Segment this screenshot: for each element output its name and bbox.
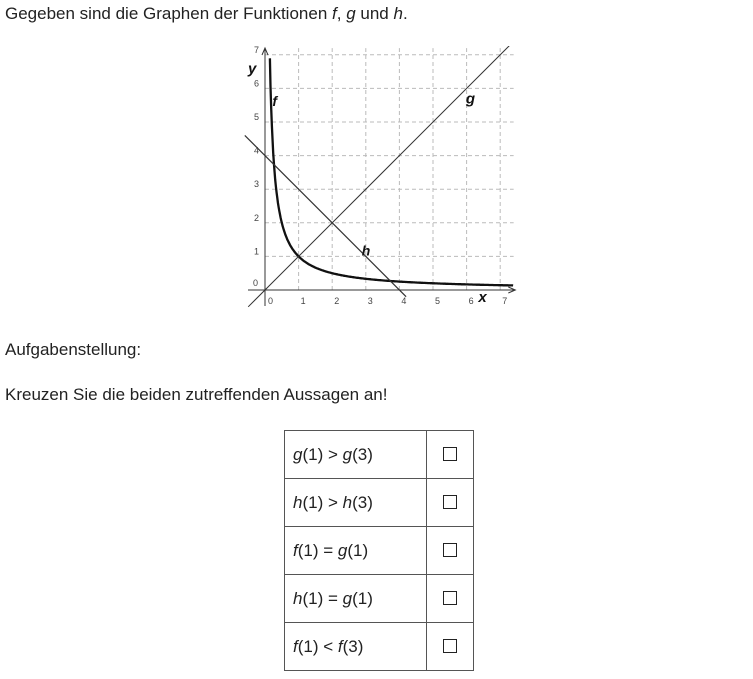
answer-row xyxy=(285,623,474,671)
statement-arg-b: (3) xyxy=(352,492,373,512)
answer-row xyxy=(285,431,474,479)
answer-checkbox[interactable] xyxy=(443,639,457,653)
statement-arg-b: (1) xyxy=(352,588,373,608)
intro-g: g xyxy=(346,4,356,23)
y-tick-label: 0 xyxy=(253,278,259,288)
intro-f: f xyxy=(332,4,337,23)
answer-table xyxy=(284,430,474,671)
answer-checkbox[interactable] xyxy=(443,591,457,605)
statement-arg-a: (1) = xyxy=(302,588,343,608)
statement-func-b: f xyxy=(337,636,343,656)
answer-checkbox[interactable] xyxy=(443,543,457,557)
statement-cell xyxy=(285,575,427,623)
x-axis-label: x xyxy=(478,289,487,306)
statement-cell xyxy=(285,479,427,527)
statement-arg-a: (1) < xyxy=(297,636,338,656)
answer-row xyxy=(285,575,474,623)
function-graph xyxy=(238,46,518,311)
statement-cell xyxy=(285,431,427,479)
checkbox-cell xyxy=(427,431,474,479)
statement-arg-a: (1) = xyxy=(297,540,338,560)
curve-label-g: g xyxy=(465,90,476,108)
statement-cell xyxy=(285,527,427,575)
intro-text xyxy=(5,4,408,24)
checkbox-cell xyxy=(427,623,474,671)
x-tick-label: 0 xyxy=(268,296,274,306)
y-tick-label: 2 xyxy=(254,212,260,223)
intro-end: . xyxy=(402,4,408,23)
answer-checkbox[interactable] xyxy=(443,447,457,461)
y-tick-label: 6 xyxy=(254,78,260,89)
y-tick-label: 3 xyxy=(254,179,260,190)
task-instruction: Kreuzen Sie die beiden zutreffenden Aussagen an! xyxy=(5,385,388,404)
section-heading: Aufgabenstellung: xyxy=(5,340,142,359)
statement-func-a: g xyxy=(293,444,303,464)
x-tick-label: 3 xyxy=(367,296,373,306)
answer-row xyxy=(285,527,474,575)
statement-arg-b: (3) xyxy=(342,636,364,656)
intro-und: und xyxy=(355,4,394,23)
series-g-line xyxy=(248,46,510,307)
statement-arg-b: (3) xyxy=(352,444,373,464)
statement-func-a: h xyxy=(293,492,303,512)
statement-func-a: h xyxy=(293,588,303,608)
x-tick-label: 6 xyxy=(468,296,474,306)
answer-checkbox[interactable] xyxy=(443,495,457,509)
y-axis-label: y xyxy=(248,60,257,78)
intro-sep: , xyxy=(336,4,347,23)
curve-label-f: f xyxy=(272,92,278,109)
statement-func-b: g xyxy=(337,540,348,560)
y-tick-label: 7 xyxy=(254,46,260,55)
x-tick-label: 4 xyxy=(401,296,407,306)
checkbox-cell xyxy=(427,575,474,623)
checkbox-cell xyxy=(427,479,474,527)
y-tick-label: 5 xyxy=(254,112,260,122)
intro-h: h xyxy=(393,4,403,23)
curve-label-h: h xyxy=(361,242,371,259)
checkbox-cell xyxy=(427,527,474,575)
y-tick-label: 1 xyxy=(254,246,260,257)
statement-arg-a: (1) > xyxy=(302,444,343,464)
x-tick-label: 1 xyxy=(300,296,306,306)
x-tick-label: 2 xyxy=(334,296,340,306)
statement-func-b: g xyxy=(342,444,353,464)
y-tick-label: 4 xyxy=(254,145,260,156)
series-f-line xyxy=(270,58,513,285)
statement-cell xyxy=(285,623,427,671)
x-tick-label: 7 xyxy=(502,296,508,306)
statement-arg-a: (1) > xyxy=(302,492,343,512)
statement-func-a: f xyxy=(293,636,298,656)
statement-func-a: f xyxy=(293,540,298,560)
intro-prefix: Gegeben sind die Graphen der Funktionen xyxy=(5,4,333,23)
statement-arg-b: (1) xyxy=(347,540,369,560)
statement-func-b: h xyxy=(342,492,353,512)
statement-func-b: g xyxy=(342,588,353,608)
x-tick-label: 5 xyxy=(435,296,441,306)
answer-row xyxy=(285,479,474,527)
